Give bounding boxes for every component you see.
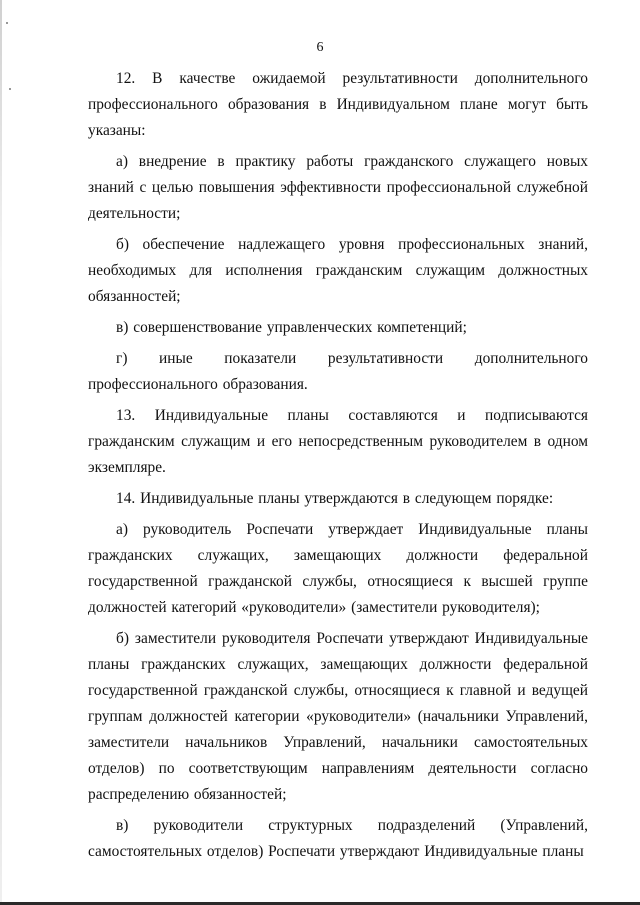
scan-speck: [9, 88, 11, 90]
paragraph-12a: а) внедрение в практику работы гражданского служащего новых знаний с целью повышения эффективности профессиональной служебной деятельности;: [88, 153, 588, 222]
paragraph-14b: б) заместители руководителя Роспечати утверждают Индивидуальные планы гражданских служащих, замещающих должности федеральной государственной гражданской службы, относящиеся к главной и ведущей группам должностей категории «руководители» (начальники Управлений, заместители начальников Управлений, начальники самостоятельных отделов) по соответствующим направлениям деятельности согласно распределению обязанностей;: [88, 630, 588, 803]
paragraph-13: 13. Индивидуальные планы составляются и подписываются гражданским служащим и его непосредственным руководителем в одном экземпляре.: [88, 407, 588, 476]
scan-speck: [6, 22, 8, 24]
document-body: [88, 66, 588, 870]
paragraph-12: 12. В качестве ожидаемой результативности дополнительного профессионального образования в Индивидуальном плане могут быть указаны:: [88, 70, 588, 139]
paragraph-12b: б) обеспечение надлежащего уровня профессиональных знаний, необходимых для исполнения гражданским служащим должностных обязанностей;: [88, 236, 588, 305]
paragraph-14a: а) руководитель Роспечати утверждает Индивидуальные планы гражданских служащих, замещающих должности федеральной государственной гражданской службы, относящиеся к высшей группе должностей категорий «руководители» (заместители руководителя);: [88, 521, 588, 616]
page-number: 6: [316, 40, 324, 55]
paragraph-14: 14. Индивидуальные планы утверждаются в следующем порядке:: [116, 490, 554, 507]
scan-edge-left: [0, 0, 2, 905]
paragraph-12g: г) иные показатели результативности дополнительного профессионального образования.: [88, 350, 588, 393]
paragraph-14v: в) руководители структурных подразделений (Управлений, самостоятельных отделов) Роспечати утверждают Индивидуальные планы: [88, 817, 588, 860]
paragraph-12v: в) совершенствование управленческих компетенций;: [116, 319, 467, 336]
